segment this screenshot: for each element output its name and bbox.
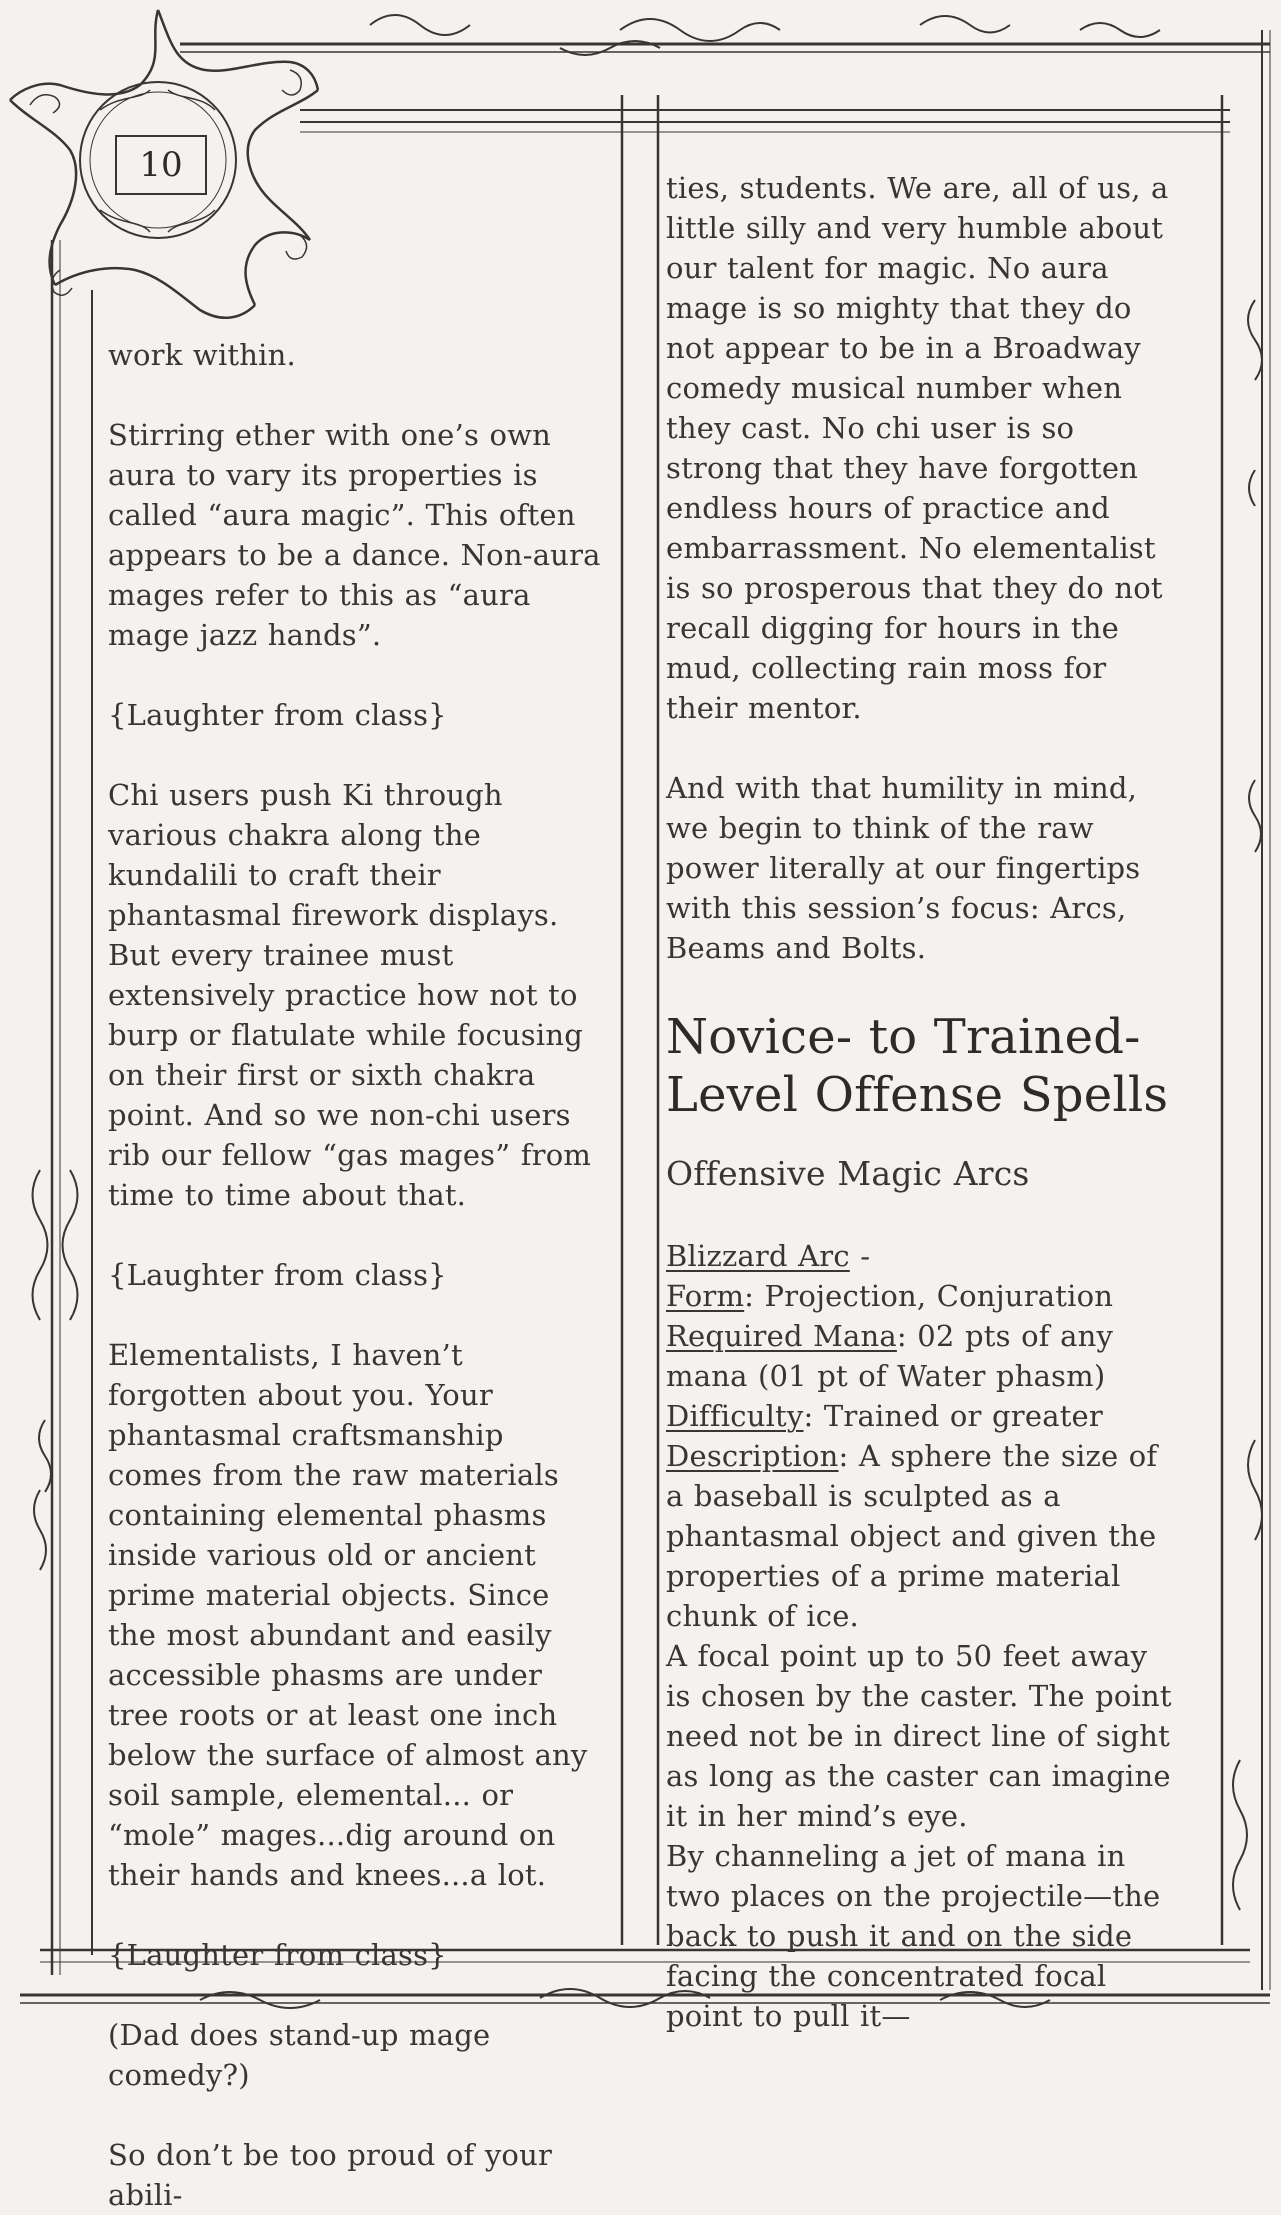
spell-entry: [666, 1236, 1176, 2036]
spell-description: [666, 1436, 1176, 1636]
spell-difficulty-label: Difficulty: [666, 1399, 804, 1433]
paragraph: {Laughter from class}: [108, 1938, 447, 1972]
spell-form: [666, 1276, 1176, 1316]
subsection-heading: Offensive Magic Arcs: [666, 1154, 1030, 1193]
spell-mana: [666, 1316, 1176, 1396]
paragraph: And with that humility in mind, we begin to think of the raw power literally at our fingertips with this session’s focus: Arcs, Beams and Bolts.: [666, 771, 1141, 965]
spell-description-label: Description: [666, 1439, 839, 1473]
paragraph: ties, students. We are, all of us, a little silly and very humble about our talent for magic. No aura mage is so mighty that they do not appear to be in a Broadway comedy musical number when they cast. No chi user is so strong that they have forgotten endless hours of practice and embarrassment. No elementalist is so prosperous that they do not recall digging for hours in the mud, collecting rain moss for their mentor.: [666, 171, 1169, 725]
paragraph: Stirring ether with one’s own aura to vary its properties is called “aura magic”. This often appears to be a dance. Non-aura mages refer to this as “aura mage jazz hands”.: [108, 418, 601, 652]
page-number: 10: [115, 135, 207, 195]
spell-description-value: : A sphere the size of a baseball is sculpted as a phantasmal object and given the properties of a prime material chunk of ice.: [666, 1439, 1158, 1633]
section-heading-line: Novice- to Trained-: [666, 1009, 1141, 1065]
spell-description-continued: By channeling a jet of mana in two places on the projectile—the back to push it and on the side facing the concentrated focal point to pull it—: [666, 1839, 1161, 2033]
spell-mana-value: : 02 pts of any mana (01 pt of Water phasm): [666, 1319, 1114, 1393]
paragraph: Elementalists, I haven’t forgotten about you. Your phantasmal craftsmanship comes from the raw materials containing elemental phasms inside various old or ancient prime material objects. Since the most abundant and easily accessible phasms are under tree roots or at least one inch below the surface of almost any soil sample, elemental... or “mole” mages...dig around on their hands and knees...a lot.: [108, 1338, 588, 1892]
section-heading-line: Level Offense Spells: [666, 1067, 1169, 1123]
paragraph: work within.: [108, 338, 296, 372]
left-column: [108, 335, 608, 2215]
top-scroll-ornament: [370, 15, 1160, 55]
spell-mana-label: Required Mana: [666, 1319, 897, 1353]
left-side-ornament: [33, 1170, 78, 1570]
paragraph: So don’t be too proud of your abili-: [108, 2138, 553, 2212]
spell-title: [666, 1236, 1176, 1276]
spell-name: Blizzard Arc: [666, 1239, 850, 1273]
spell-form-value: : Projection, Conjuration: [744, 1279, 1114, 1313]
spell-form-label: Form: [666, 1279, 745, 1313]
spell-description-continued: A focal point up to 50 feet away is chosen by the caster. The point need not be in direct line of sight as long as the caster can imagine it in her mind’s eye.: [666, 1639, 1172, 1833]
right-side-ornament: [1233, 300, 1262, 1910]
paragraph: {Laughter from class}: [108, 698, 447, 732]
paragraph: (Dad does stand-up mage comedy?): [108, 2018, 491, 2092]
paragraph: Chi users push Ki through various chakra along the kundalili to craft their phantasmal firework displays. But every trainee must extensively practice how not to burp or flatulate while focusing on their first or sixth chakra point. And so we non-chi users rib our fellow “gas mages” from time to time about that.: [108, 778, 592, 1212]
spell-name-suffix: -: [849, 1239, 871, 1273]
right-column: [666, 168, 1176, 2036]
spell-difficulty: [666, 1396, 1176, 1436]
section-heading: [666, 1008, 1176, 1124]
paragraph: {Laughter from class}: [108, 1258, 447, 1292]
spell-difficulty-value: : Trained or greater: [803, 1399, 1103, 1433]
